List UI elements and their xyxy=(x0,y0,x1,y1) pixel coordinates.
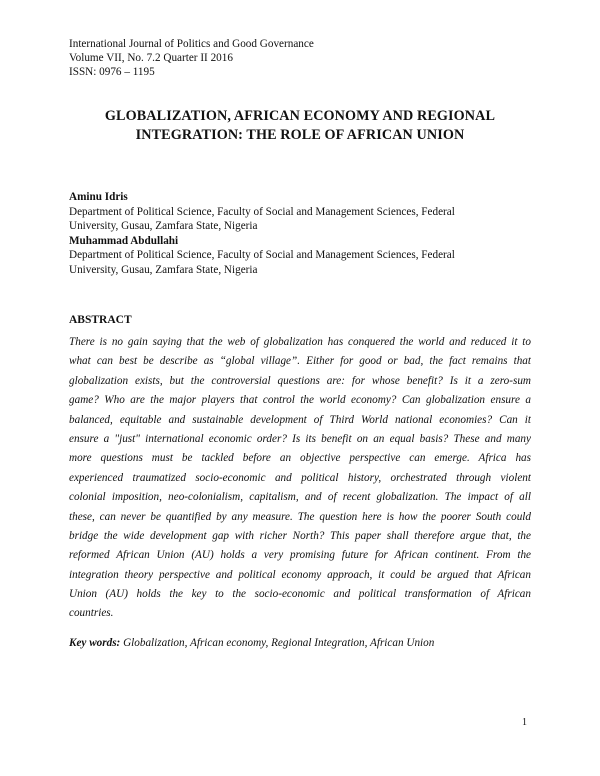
abstract-line: these, can never be quantified by any measure. The question here is how the poorer South could xyxy=(69,510,531,523)
keywords-text: Globalization, African economy, Regional Integration, African Union xyxy=(120,637,435,649)
abstract-line: There is no gain saying that the web of globalization has conquered the world and reduced it to xyxy=(69,336,531,348)
author xyxy=(69,190,539,234)
abstract-line: bridge the wide development gap with richer North? This paper shall therefore argue that, the xyxy=(69,529,531,542)
paper-title-line: INTEGRATION: THE ROLE OF AFRICAN UNION xyxy=(135,127,465,143)
abstract-line: countries. xyxy=(69,607,114,620)
abstract-line: ensure a "just" international economic order? Is its benefit on an equal basis? These and many xyxy=(69,432,531,445)
page-number: 1 xyxy=(522,717,527,728)
abstract-line: what can best be describe as “global village”. Either for good or bad, the fact remains that xyxy=(69,355,531,368)
abstract-line: experienced traumatized socio-economic and political history, orchestrated through violent xyxy=(69,471,531,484)
journal-issn: ISSN: 0976 – 1195 xyxy=(69,66,155,79)
author xyxy=(69,234,539,278)
author-affiliation: University, Gusau, Zamfara State, Nigeria xyxy=(69,220,258,232)
author-name: Aminu Idris xyxy=(69,191,128,203)
abstract-line: reformed African Union (AU) holds a very promising future for African continent. From the xyxy=(69,549,531,562)
abstract-line: integration theory perspective and political economy approach, it could be argued that African xyxy=(69,568,531,581)
author-name: Muhammad Abdullahi xyxy=(69,234,179,247)
author-affiliation: Department of Political Science, Faculty of Social and Management Sciences, Federal xyxy=(69,249,455,261)
abstract-line: game? Who are the major players that control the world economy? Can globalization ensure a xyxy=(69,394,531,407)
author-affiliation: Department of Political Science, Faculty of Social and Management Sciences, Federal xyxy=(69,205,455,218)
journal-name: International Journal of Politics and Good Governance xyxy=(69,38,314,50)
keywords-label: Key words: xyxy=(69,637,121,649)
keywords xyxy=(69,636,434,650)
abstract-line: globalization exists, but the controversial questions are: for whose benefit? Is it a zero-sum xyxy=(69,374,531,387)
author-affiliation: University, Gusau, Zamfara State, Nigeria xyxy=(69,263,258,276)
abstract-heading: ABSTRACT xyxy=(69,314,132,326)
abstract-line: Union (AU) holds the key to the socio-economic and political transformation of African xyxy=(69,588,531,601)
abstract-body xyxy=(69,333,531,624)
author-block xyxy=(69,190,539,277)
journal-volume: Volume VII, No. 7.2 Quarter II 2016 xyxy=(69,52,233,65)
abstract-line: balanced, equitable and sustainable development of Third World national economies? Can it xyxy=(69,413,531,426)
paper-title xyxy=(60,107,540,145)
journal-header xyxy=(69,37,314,80)
abstract-line: colonial imposition, neo-colonialism, capitalism, and of recent globalization. The impact of all xyxy=(69,491,531,504)
abstract-line: more questions must be tackled before an objective perspective can emerge. Africa has xyxy=(69,452,531,465)
paper-title-line: GLOBALIZATION, AFRICAN ECONOMY AND REGIONAL xyxy=(104,108,496,124)
